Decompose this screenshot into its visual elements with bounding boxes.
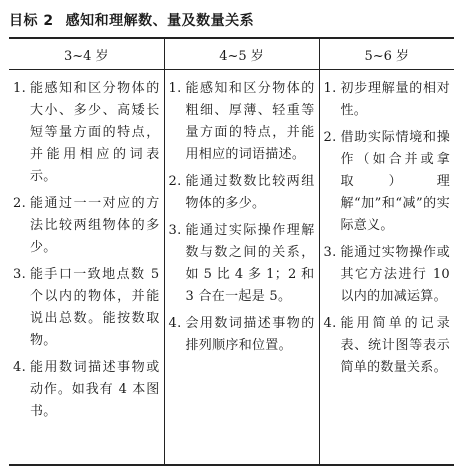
list-item <box>324 242 451 308</box>
goal-list-3-4 <box>13 78 160 423</box>
item-text: 会用数词描述事物的排列顺序和位置。 <box>185 316 315 353</box>
item-text: 能通过数数比较两组物体的多少。 <box>185 174 315 211</box>
list-item <box>13 78 160 188</box>
item-number: 1. <box>323 81 337 96</box>
item-text: 能感知和区分物体的大小、多少、高矮长短等量方面的特点，并能用相应的词表示。 <box>30 81 160 184</box>
content-row <box>9 70 454 466</box>
list-item <box>169 220 315 308</box>
goal-list-5-6 <box>324 78 451 379</box>
goal-table <box>9 37 454 466</box>
item-text: 能感知和区分物体的粗细、厚薄、轻重等量方面的特点，并能用相应的词语描述。 <box>185 81 315 162</box>
column-5-6 <box>319 70 454 466</box>
column-header-3-4: 3~4 岁 <box>9 38 164 70</box>
item-text: 能通过一一对应的方法比较两组物体的多少。 <box>30 196 160 255</box>
column-header-5-6: 5~6 岁 <box>319 38 454 70</box>
item-text: 能手口一致地点数 5 个以内的物体，并能说出总数。能按数取物。 <box>30 267 160 348</box>
goal-list-4-5 <box>169 78 315 357</box>
list-item <box>324 313 451 379</box>
column-4-5 <box>164 70 319 466</box>
item-number: 3. <box>323 245 337 260</box>
item-number: 2. <box>13 196 27 211</box>
item-number: 2. <box>168 174 182 189</box>
item-text: 能通过实际操作理解数与数之间的关系，如 5 比 4 多 1；2 和 3 合在一起是 5。 <box>185 223 315 304</box>
list-item <box>13 264 160 352</box>
list-item <box>169 313 315 357</box>
item-text: 初步理解量的相对性。 <box>340 81 450 118</box>
item-text: 能用数词描述事物或动作。如我有 4 本图书。 <box>30 360 160 419</box>
list-item <box>324 127 451 237</box>
list-item <box>169 171 315 215</box>
item-text: 能通过实物操作或其它方法进行 10 以内的加减运算。 <box>340 245 450 304</box>
item-number: 4. <box>168 316 182 331</box>
list-item <box>13 193 160 259</box>
goal-title-text: 感知和理解数、量及数量关系 <box>65 13 255 29</box>
list-item <box>13 357 160 423</box>
list-item <box>324 78 451 122</box>
goal-number: 目标 2 <box>9 13 54 29</box>
item-number: 2. <box>323 130 337 145</box>
item-text: 能用简单的记录表、统计图等表示简单的数量关系。 <box>340 316 450 375</box>
column-3-4 <box>9 70 164 466</box>
item-number: 4. <box>13 360 27 375</box>
item-number: 4. <box>323 316 337 331</box>
item-number: 3. <box>168 223 182 238</box>
item-text: 借助实际情境和操作（如合并或拿取）理解“加”和“减”的实际意义。 <box>340 130 450 233</box>
header-row <box>9 38 454 70</box>
column-header-4-5: 4~5 岁 <box>164 38 319 70</box>
goal-title <box>9 10 254 30</box>
list-item <box>169 78 315 166</box>
item-number: 1. <box>13 81 27 96</box>
item-number: 3. <box>13 267 27 282</box>
item-number: 1. <box>168 81 182 96</box>
